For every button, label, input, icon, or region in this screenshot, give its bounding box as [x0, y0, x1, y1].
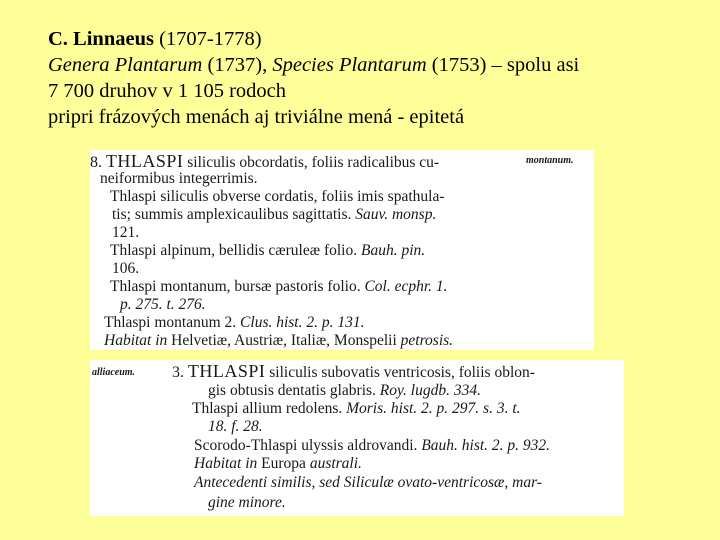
excerpt1-line-11	[104, 332, 453, 350]
header-line-works	[48, 52, 708, 78]
genus-name: THLASPI	[187, 361, 266, 381]
excerpt1-line-3: Thlaspi siliculis obverse cordatis, foliis imis spathula-	[110, 188, 445, 205]
slide-header	[48, 26, 708, 130]
margin-epithet-label: montanum.	[526, 155, 574, 166]
diagnosis-text: siliculis obcordatis, foliis radicalibus cu-	[187, 154, 440, 171]
species-number: 8.	[90, 154, 102, 171]
habitat-type: petrosis.	[400, 332, 454, 349]
citation: Sauv. monsp.	[355, 206, 437, 223]
work-genera-year: (1737),	[202, 54, 273, 76]
margin-epithet-label: alliaceum.	[92, 367, 136, 378]
excerpt1-line-1	[90, 152, 439, 172]
excerpt2-line-6	[194, 455, 362, 473]
citation: Roy. lugdb. 334.	[379, 382, 481, 399]
excerpt1-line-6	[110, 242, 425, 260]
author-name: C. Linnaeus	[48, 28, 154, 50]
synonym-text: Scorodo-Thlaspi ulyssis aldrovandi.	[194, 437, 418, 454]
excerpt1-line-8	[110, 278, 448, 296]
excerpt-thlaspi-alliaceum	[90, 360, 624, 516]
excerpt1-line-5: 121.	[112, 224, 140, 241]
excerpt2-line-7: Antecedenti similis, sed Siliculæ ovato-ventricosæ, mar-	[194, 474, 542, 491]
excerpt2-line-2	[208, 382, 481, 400]
header-line-epithets: pripri frázových menách aj triviálne mená - epitetá	[48, 106, 465, 128]
citation: Bauh. hist. 2. p. 932.	[421, 437, 551, 454]
excerpt2-line-1	[172, 362, 535, 382]
work-species-rest: (1753) – spolu asi	[426, 54, 580, 76]
synonym-text: Thlaspi allium redolens.	[192, 400, 343, 417]
excerpt1-line-9: p. 275. t. 276.	[120, 296, 206, 313]
excerpt1-line-10	[104, 314, 365, 332]
header-line-author	[48, 26, 708, 52]
citation: Col. ecphr. 1.	[364, 278, 448, 295]
excerpt1-line-2: neiformibus integerrimis.	[100, 170, 258, 187]
synonym-text: Thlaspi montanum 2.	[104, 314, 237, 331]
synonym-text: Thlaspi montanum, bursæ pastoris folio.	[110, 278, 361, 295]
habitat-text: Helvetiæ, Austriæ, Italiæ, Monspelii	[171, 332, 397, 349]
excerpt1-line-4	[112, 206, 436, 224]
author-years: (1707-1778)	[153, 28, 262, 50]
header-line-counts: 7 700 druhov v 1 105 rodoch	[48, 80, 287, 102]
species-number: 3.	[172, 364, 184, 381]
excerpt-thlaspi-montanum	[90, 150, 594, 350]
habitat-text: Europa	[261, 455, 306, 472]
excerpt2-line-3	[192, 400, 521, 418]
habitat-label: Habitat in	[104, 332, 168, 349]
excerpt1-line-7: 106.	[112, 260, 140, 277]
work-species: Species Plantarum	[272, 54, 427, 76]
excerpt2-line-5	[194, 437, 550, 455]
diagnosis-text: siliculis subovatis ventricosis, foliis oblon-	[269, 364, 535, 381]
work-genera: Genera Plantarum	[48, 54, 203, 76]
citation: Moris. hist. 2. p. 297. s. 3. t.	[346, 400, 521, 417]
diagnosis-text: gis obtusis dentatis glabris.	[208, 382, 376, 399]
citation: Clus. hist. 2. p. 131.	[240, 314, 365, 331]
habitat-label: Habitat in	[194, 455, 258, 472]
synonym-text: tis; summis amplexicaulibus sagittatis.	[112, 206, 352, 223]
habitat-type: australi.	[309, 455, 362, 472]
excerpt2-line-8: gine minore.	[208, 494, 286, 511]
citation: Bauh. pin.	[360, 242, 426, 259]
genus-name: THLASPI	[105, 151, 184, 171]
excerpt2-line-4: 18. f. 28.	[208, 418, 263, 435]
synonym-text: Thlaspi alpinum, bellidis cæruleæ folio.	[110, 242, 358, 259]
